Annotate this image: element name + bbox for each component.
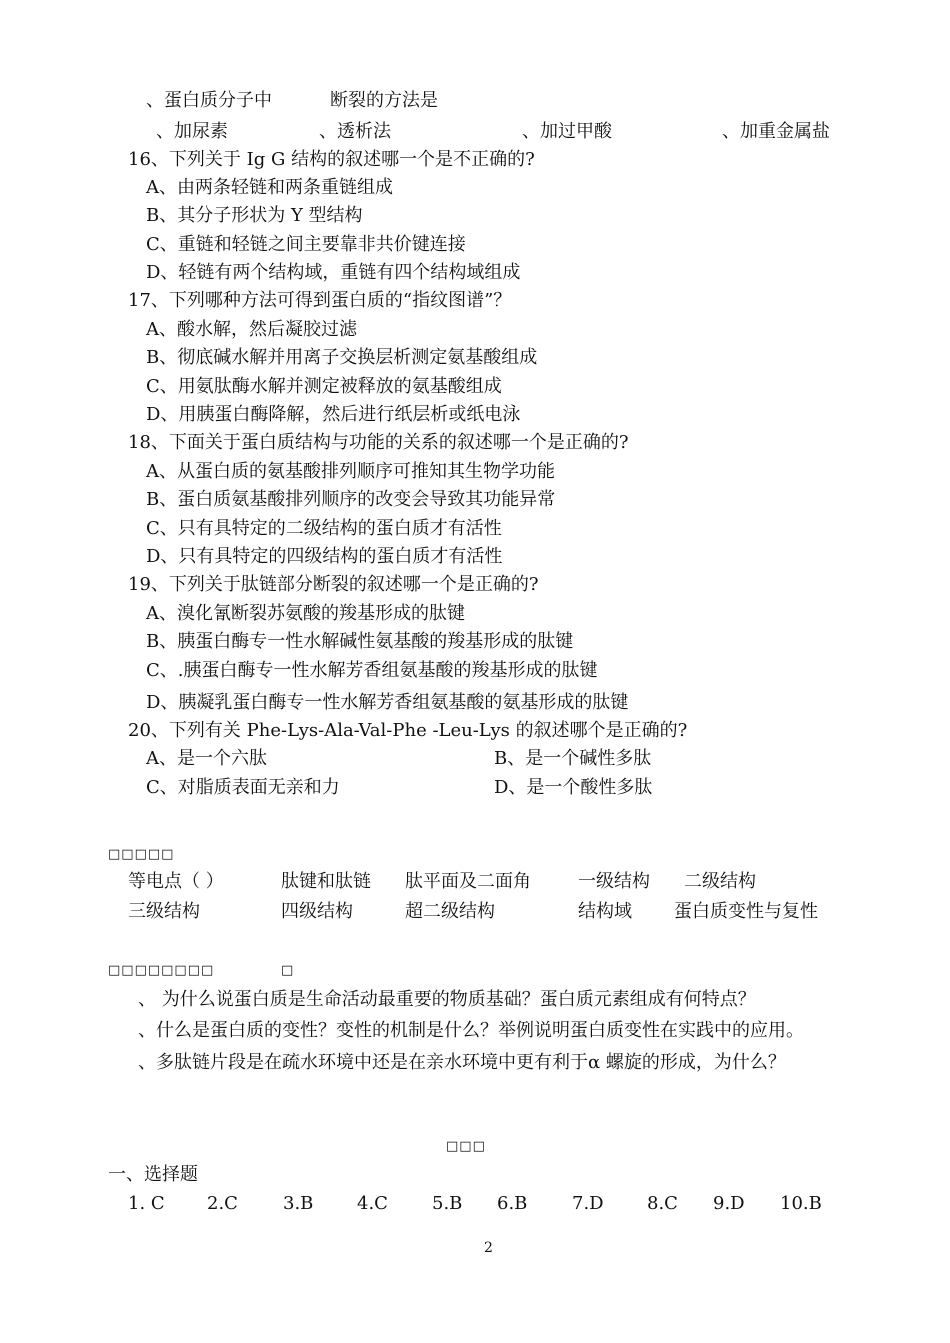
- q18-option-c: C、只有具特定的二级结构的蛋白质才有活性: [146, 518, 502, 539]
- q16-option-d: D、轻链有两个结构域，重链有四个结构域组成: [146, 262, 521, 283]
- q19-option-c: C、.胰蛋白酶专一性水解芳香组氨基酸的羧基形成的肽键: [146, 660, 598, 681]
- term-quaternary-structure: 四级结构: [281, 901, 353, 922]
- q19-option-b: B、胰蛋白酶专一性水解碱性氨基酸的羧基形成的肽键: [146, 631, 574, 652]
- q20-option-a: A、是一个六肽: [146, 748, 267, 769]
- answer-7: 7.D: [572, 1193, 604, 1214]
- term-tertiary-structure: 三级结构: [128, 901, 200, 922]
- answer-2: 2.C: [207, 1193, 238, 1214]
- q16-option-c: C、重链和轻链之间主要靠非共价键连接: [146, 234, 466, 255]
- answers-section-title: 一、选择题: [108, 1164, 198, 1185]
- q17-stem: 17、下列哪种方法可得到蛋白质的“指纹图谱”？: [128, 290, 512, 311]
- q16-option-a: A、由两条轻链和两条重链组成: [146, 177, 393, 198]
- term-isoelectric-point: 等电点（ ）: [128, 871, 224, 892]
- short-answer-3: 、多肽链片段是在疏水环境中还是在亲水环境中更有利于α 螺旋的形成，为什么？: [138, 1052, 786, 1073]
- term-primary-structure: 一级结构: [578, 871, 650, 892]
- q20-stem: 20、下列有关 Phe-Lys-Ala-Val-Phe -Leu-Lys 的叙述哪个是正确的?: [128, 720, 688, 741]
- q15-option-1: 、加尿素: [156, 121, 228, 142]
- term-secondary-structure: 二级结构: [684, 871, 756, 892]
- q18-option-d: D、只有具特定的四级结构的蛋白质才有活性: [146, 546, 503, 567]
- q17-option-d: D、用胰蛋白酶降解，然后进行纸层析或纸电泳: [146, 404, 521, 425]
- answer-1: 1. C: [128, 1193, 165, 1214]
- term-peptide-bond: 肽键和肽链: [281, 871, 371, 892]
- answer-10: 10.B: [780, 1193, 822, 1214]
- q18-option-b: B、蛋白质氨基酸排列顺序的改变会导致其功能异常: [146, 489, 556, 510]
- q18-stem: 18、下面关于蛋白质结构与功能的关系的叙述哪一个是正确的?: [128, 432, 629, 453]
- term-denaturation: 蛋白质变性与复性: [674, 901, 818, 922]
- short-answer-1: 、 为什么说蛋白质是生命活动最重要的物质基础？蛋白质元素组成有何特点？: [138, 989, 756, 1010]
- q18-option-a: A、从蛋白质的氨基酸排列顺序可推知其生物学功能: [146, 461, 555, 482]
- q15-option-4: 、加重金属盐: [722, 121, 830, 142]
- q19-option-a: A、溴化氰断裂苏氨酸的羧基形成的肽键: [146, 603, 465, 624]
- q20-option-d: D、是一个酸性多肽: [494, 777, 653, 798]
- answer-6: 6.B: [497, 1193, 528, 1214]
- q17-option-b: B、彻底碱水解并用离子交换层析测定氨基酸组成: [146, 347, 538, 368]
- q15-option-3: 、加过甲酸: [522, 121, 612, 142]
- q19-option-d: D、胰凝乳蛋白酶专一性水解芳香组氨基酸的氨基形成的肽键: [146, 692, 629, 713]
- answer-9: 9.D: [713, 1193, 745, 1214]
- answer-4: 4.C: [357, 1193, 388, 1214]
- answer-8: 8.C: [647, 1193, 678, 1214]
- q15-option-2: 、透析法: [319, 121, 391, 142]
- q17-option-a: A、酸水解，然后凝胶过滤: [146, 319, 357, 340]
- answer-3: 3.B: [283, 1193, 314, 1214]
- q15-stem-part1: 、蛋白质分子中: [146, 90, 272, 111]
- q16-option-b: B、其分子形状为 Y 型结构: [146, 205, 363, 226]
- q19-stem: 19、下列关于肽链部分断裂的叙述哪一个是正确的?: [128, 574, 539, 595]
- term-peptide-plane: 肽平面及二面角: [405, 871, 531, 892]
- term-supersecondary-structure: 超二级结构: [405, 901, 495, 922]
- q20-option-c: C、对脂质表面无亲和力: [146, 777, 340, 798]
- short-answer-2: 、什么是蛋白质的变性？变性的机制是什么？举例说明蛋白质变性在实践中的应用。: [138, 1020, 804, 1041]
- section3-heading: □□□□□□□□: [108, 963, 215, 978]
- section3-heading-tail: □: [281, 963, 295, 978]
- q20-option-b: B、是一个碱性多肽: [494, 748, 652, 769]
- answer-5: 5.B: [432, 1193, 463, 1214]
- q17-option-c: C、用氨肽酶水解并测定被释放的氨基酸组成: [146, 376, 502, 397]
- answers-heading: □□□: [446, 1139, 486, 1154]
- term-domain: 结构域: [578, 901, 632, 922]
- q16-stem: 16、下列关于 Ig G 结构的叙述哪一个是不正确的?: [128, 149, 535, 170]
- section2-heading: □□□□□: [108, 847, 175, 862]
- q15-stem-part2: 断裂的方法是: [330, 90, 438, 111]
- page-number: 2: [484, 1240, 493, 1256]
